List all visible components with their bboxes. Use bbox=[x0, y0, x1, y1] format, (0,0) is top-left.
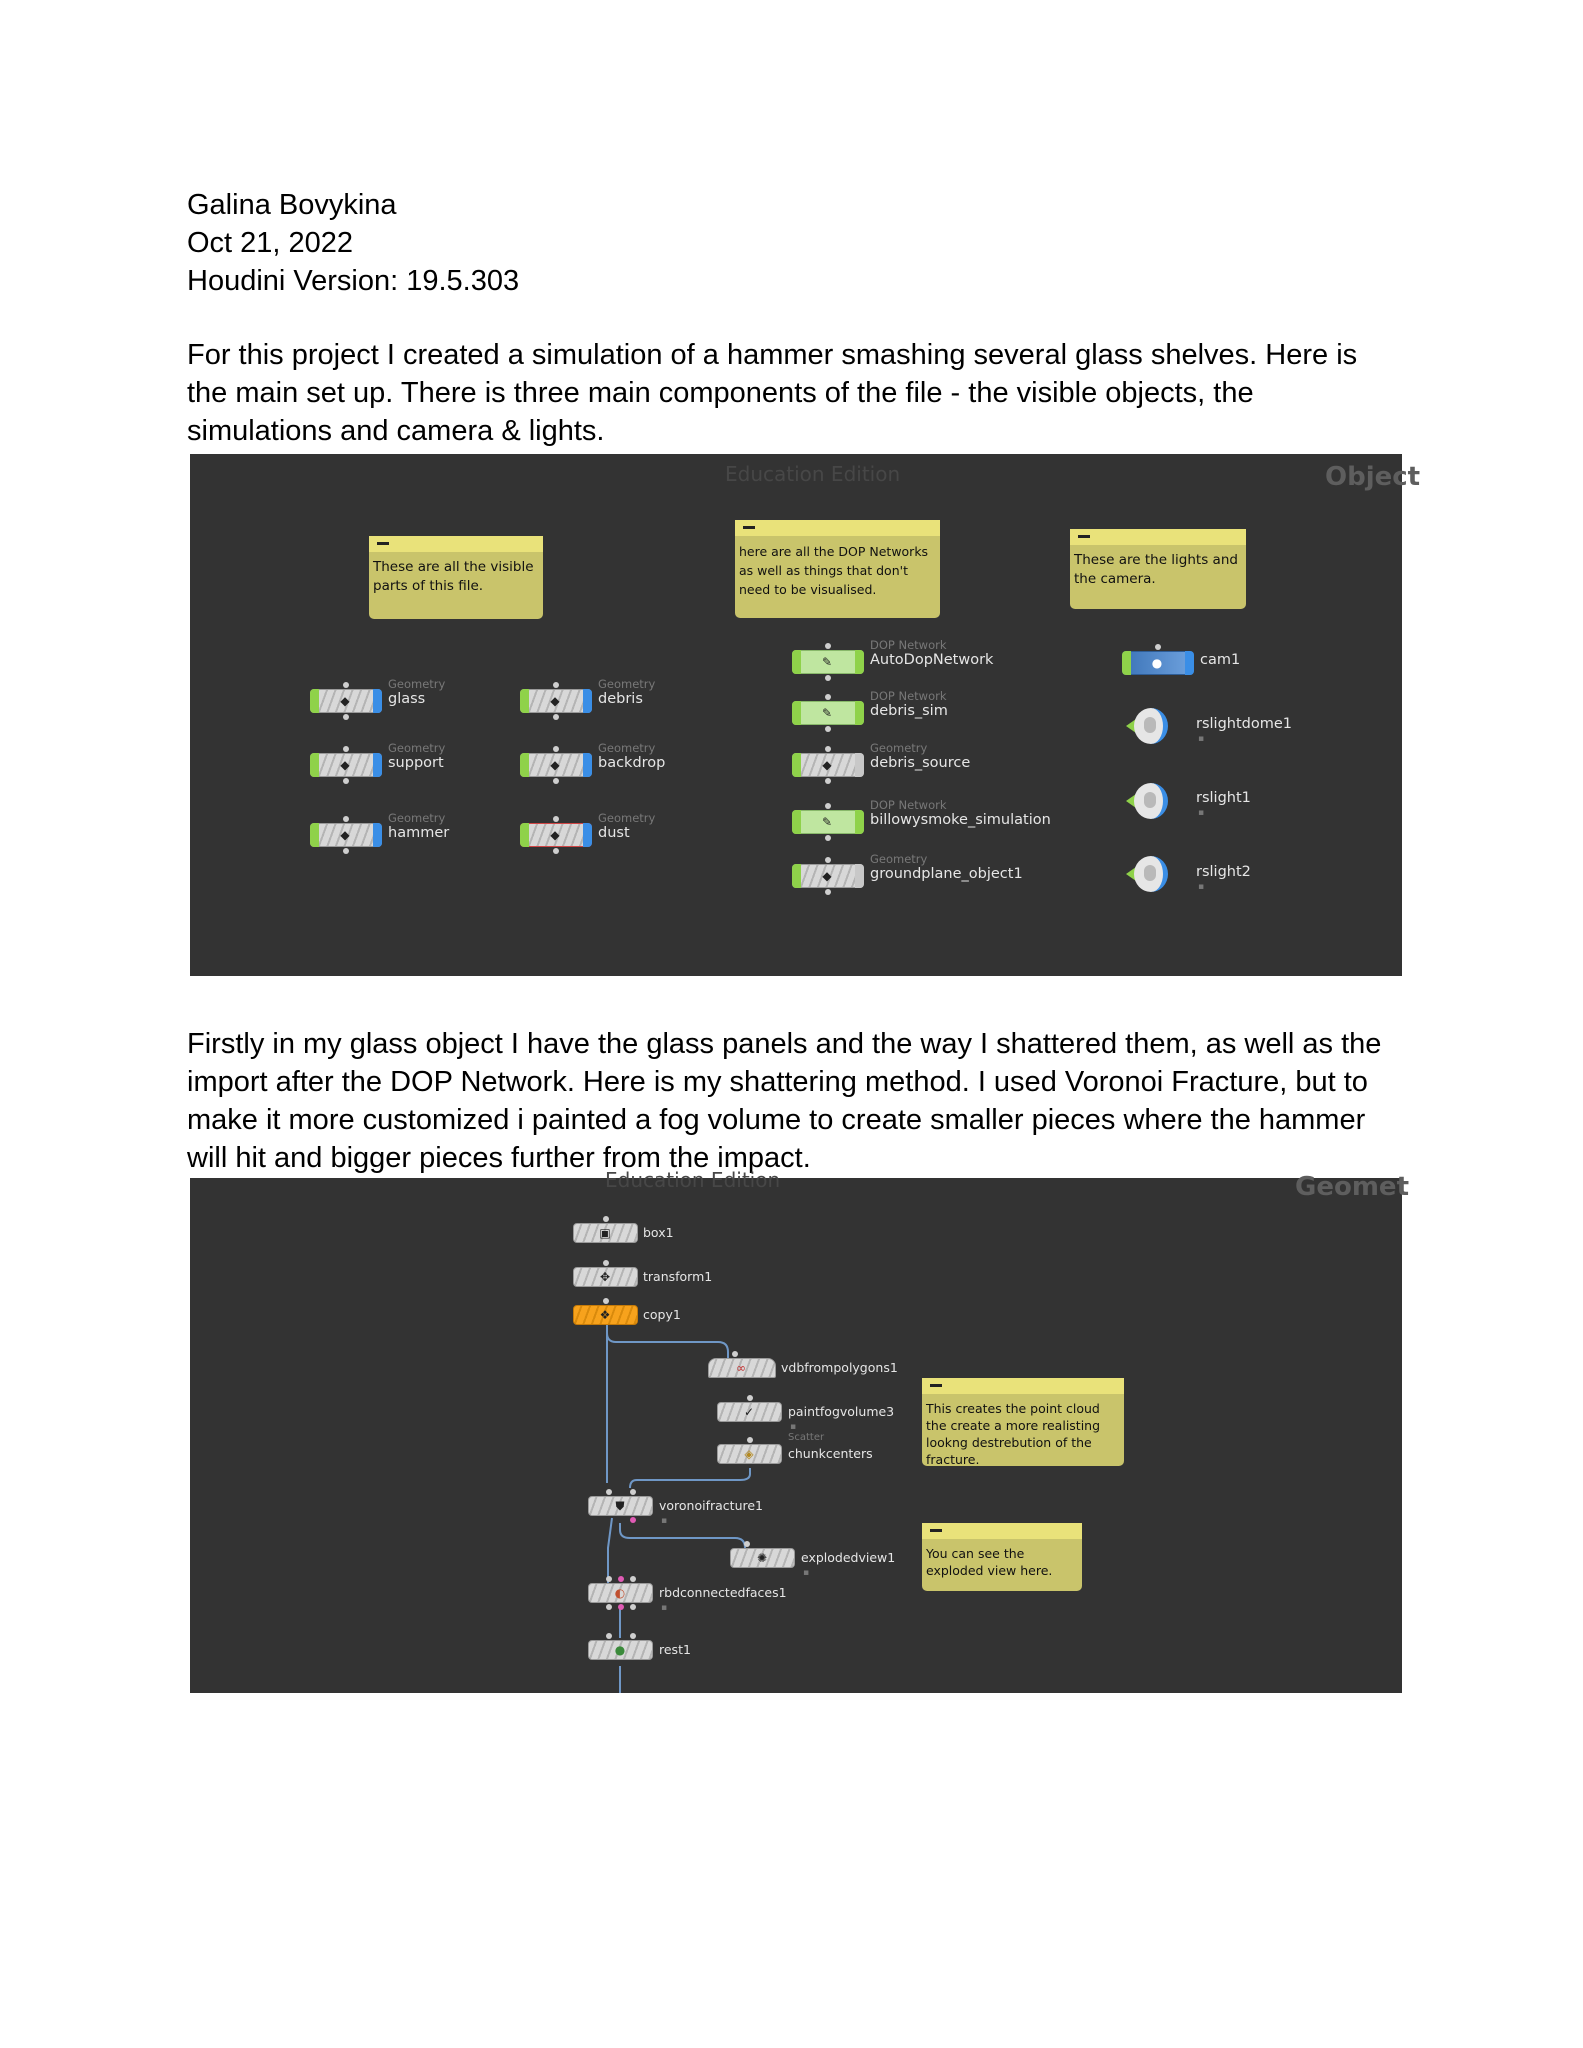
node-debris-sim[interactable] bbox=[792, 701, 864, 725]
intro-paragraph: For this project I created a simulation of a hammer smashing several glass shelves. Here is the main set up. There is three main components of the file - the visible objects, the simulations and camera & lights. bbox=[187, 339, 1358, 447]
node-label-vdbfrompolygons1: vdbfrompolygons1 bbox=[781, 1360, 898, 1375]
node-voronoifracture1[interactable] bbox=[588, 1496, 653, 1516]
node-type-label: Geometry bbox=[598, 677, 656, 691]
node-label-voronoifracture1: voronoifracture1 bbox=[659, 1498, 764, 1513]
node-label-support: support bbox=[388, 755, 444, 771]
node-label-debris-sim: debris_sim bbox=[870, 703, 948, 719]
sticky-collapse-icon[interactable] bbox=[735, 520, 940, 536]
sticky-text: These are all the visible parts of this file. bbox=[373, 559, 534, 594]
sticky-collapse-icon[interactable] bbox=[922, 1523, 1082, 1539]
rest-icon: ● bbox=[614, 1643, 626, 1657]
geometry-object-icon: ◆ bbox=[822, 758, 832, 772]
sticky-collapse-icon[interactable] bbox=[369, 536, 543, 552]
watermark: Education Edition bbox=[725, 462, 901, 486]
node-type-label: DOP Network bbox=[870, 638, 947, 652]
node-support[interactable] bbox=[310, 753, 382, 777]
node-box1[interactable] bbox=[573, 1223, 638, 1243]
sticky-text: here are all the DOP Networks as well as things that don't need to be visualised. bbox=[739, 544, 929, 597]
geometry-object-icon: ◆ bbox=[340, 758, 350, 772]
sticky-text: These are the lights and the camera. bbox=[1074, 552, 1238, 587]
exploded-view-icon: ✺ bbox=[756, 1551, 768, 1565]
node-copy1[interactable] bbox=[573, 1305, 638, 1325]
scatter-icon: ◈ bbox=[744, 1447, 754, 1461]
geometry-object-icon: ◆ bbox=[550, 828, 560, 842]
dop-network-icon: ✎ bbox=[821, 706, 833, 720]
node-autodopnetwork[interactable] bbox=[792, 650, 864, 674]
sticky-note-exploded[interactable] bbox=[922, 1523, 1082, 1591]
node-groundplane-object1[interactable] bbox=[792, 864, 864, 888]
node-label-chunkcenters: chunkcenters bbox=[788, 1446, 873, 1461]
node-cam1[interactable] bbox=[1122, 651, 1194, 675]
network-context-label: Geomet bbox=[1295, 1172, 1409, 1202]
node-hammer[interactable] bbox=[310, 823, 382, 847]
node-label-transform1: transform1 bbox=[643, 1269, 713, 1284]
lock-icon: ▪ bbox=[1198, 808, 1205, 818]
node-type-label: DOP Network bbox=[870, 689, 947, 703]
sticky-collapse-icon[interactable] bbox=[1070, 529, 1246, 545]
node-glass[interactable] bbox=[310, 689, 382, 713]
light-bulb-icon bbox=[1144, 865, 1156, 881]
node-billowysmoke-simulation[interactable] bbox=[792, 810, 864, 834]
lock-icon: ▪ bbox=[790, 1422, 797, 1432]
node-label-hammer: hammer bbox=[388, 825, 450, 841]
geometry-network-screenshot bbox=[190, 1168, 1409, 1693]
vdb-icon: ∞ bbox=[736, 1361, 746, 1375]
transform-icon: ✥ bbox=[599, 1270, 611, 1284]
sticky-collapse-icon[interactable] bbox=[922, 1378, 1124, 1394]
node-label-copy1: copy1 bbox=[643, 1307, 681, 1322]
dop-network-icon: ✎ bbox=[821, 655, 833, 669]
node-debris-source[interactable] bbox=[792, 753, 864, 777]
connected-faces-icon: ◐ bbox=[614, 1586, 626, 1600]
node-transform1[interactable] bbox=[573, 1267, 638, 1287]
lock-icon: ▪ bbox=[661, 1516, 668, 1526]
sticky-note-lights[interactable] bbox=[1070, 529, 1246, 609]
copy-icon: ❖ bbox=[599, 1308, 611, 1322]
object-network-screenshot bbox=[190, 454, 1421, 976]
lock-icon: ▪ bbox=[1198, 734, 1205, 744]
author-name: Galina Bovykina bbox=[187, 189, 397, 221]
network-context-label: Object bbox=[1325, 462, 1421, 492]
node-rbdconnectedfaces1[interactable] bbox=[588, 1583, 653, 1603]
node-label-dust: dust bbox=[598, 825, 630, 841]
node-label-groundplane-object1: groundplane_object1 bbox=[870, 866, 1023, 882]
node-rslight2[interactable] bbox=[1126, 856, 1168, 892]
node-type-label: Geometry bbox=[598, 741, 656, 755]
node-type-label: Geometry bbox=[388, 677, 446, 691]
node-type-label: DOP Network bbox=[870, 798, 947, 812]
light-bulb-icon bbox=[1144, 792, 1156, 808]
node-label-rslightdome1: rslightdome1 bbox=[1196, 716, 1292, 732]
geometry-object-icon: ◆ bbox=[822, 869, 832, 883]
node-label-billowysmoke-simulation: billowysmoke_simulation bbox=[870, 812, 1051, 828]
node-debris[interactable] bbox=[520, 689, 592, 713]
lock-icon: ▪ bbox=[1198, 882, 1205, 892]
light-bulb-icon bbox=[1144, 717, 1156, 733]
lock-icon: ▪ bbox=[661, 1603, 668, 1613]
node-label-explodedview1: explodedview1 bbox=[801, 1550, 896, 1565]
geometry-object-icon: ◆ bbox=[550, 694, 560, 708]
node-label-glass: glass bbox=[388, 691, 426, 707]
node-label-debris-source: debris_source bbox=[870, 755, 971, 771]
dop-network-icon: ✎ bbox=[821, 815, 833, 829]
brush-icon: ✓ bbox=[743, 1405, 755, 1419]
geometry-object-icon: ◆ bbox=[340, 694, 350, 708]
node-type-label: Geometry bbox=[388, 741, 446, 755]
node-label-rslight1: rslight1 bbox=[1196, 790, 1251, 806]
sticky-note-pointcloud[interactable] bbox=[922, 1378, 1124, 1466]
lock-icon: ▪ bbox=[803, 1568, 810, 1578]
node-type-label: Geometry bbox=[870, 852, 928, 866]
box-icon: ▣ bbox=[599, 1226, 611, 1240]
node-label-debris: debris bbox=[598, 691, 643, 707]
node-chunkcenters[interactable] bbox=[717, 1444, 782, 1464]
node-dust[interactable] bbox=[520, 823, 592, 847]
node-type-label: Geometry bbox=[598, 811, 656, 825]
node-type-label: Scatter bbox=[788, 1432, 825, 1443]
document-date: Oct 21, 2022 bbox=[187, 227, 354, 259]
watermark: Education Edition bbox=[605, 1168, 781, 1192]
node-label-autodopnetwork: AutoDopNetwork bbox=[870, 652, 994, 668]
node-label-rbdconnectedfaces1: rbdconnectedfaces1 bbox=[659, 1585, 787, 1600]
node-vdbfrompolygons1[interactable] bbox=[708, 1358, 776, 1378]
geometry-object-icon: ◆ bbox=[340, 828, 350, 842]
node-paintfogvolume3[interactable] bbox=[717, 1402, 782, 1422]
node-type-label: Geometry bbox=[388, 811, 446, 825]
node-label-paintfogvolume3: paintfogvolume3 bbox=[788, 1404, 895, 1419]
node-rest1[interactable] bbox=[588, 1640, 653, 1660]
camera-icon: ● bbox=[1151, 656, 1163, 670]
node-rslightdome1[interactable] bbox=[1126, 708, 1168, 744]
node-label-cam1: cam1 bbox=[1200, 652, 1241, 668]
houdini-version: Houdini Version: 19.5.303 bbox=[187, 265, 520, 297]
document-header bbox=[187, 186, 519, 300]
geometry-object-icon: ◆ bbox=[550, 758, 560, 772]
node-explodedview1[interactable] bbox=[730, 1548, 795, 1568]
node-label-rslight2: rslight2 bbox=[1196, 864, 1251, 880]
sticky-text: This creates the point cloud the create a more realisting lookng destrebution of the fracture. bbox=[926, 1401, 1101, 1467]
node-type-label: Geometry bbox=[870, 741, 928, 755]
sticky-note-visible[interactable] bbox=[369, 536, 543, 619]
sticky-note-dop[interactable] bbox=[735, 520, 940, 618]
node-rslight1[interactable] bbox=[1126, 783, 1168, 819]
node-label-box1: box1 bbox=[643, 1225, 674, 1240]
node-label-backdrop: backdrop bbox=[598, 755, 666, 771]
node-label-rest1: rest1 bbox=[659, 1642, 691, 1657]
sticky-text: You can see the exploded view here. bbox=[926, 1546, 1053, 1578]
shield-icon: ⛊ bbox=[615, 1499, 625, 1513]
glass-paragraph: Firstly in my glass object I have the glass panels and the way I shattered them, as well as the import after the DOP Network. Here is my shattering method. I used Voronoi Fracture, but to make it more customized i painted a fog volume to create smaller pieces where the hammer will hit and bigger pieces further from the impact. bbox=[187, 1028, 1382, 1174]
node-backdrop[interactable] bbox=[520, 753, 592, 777]
